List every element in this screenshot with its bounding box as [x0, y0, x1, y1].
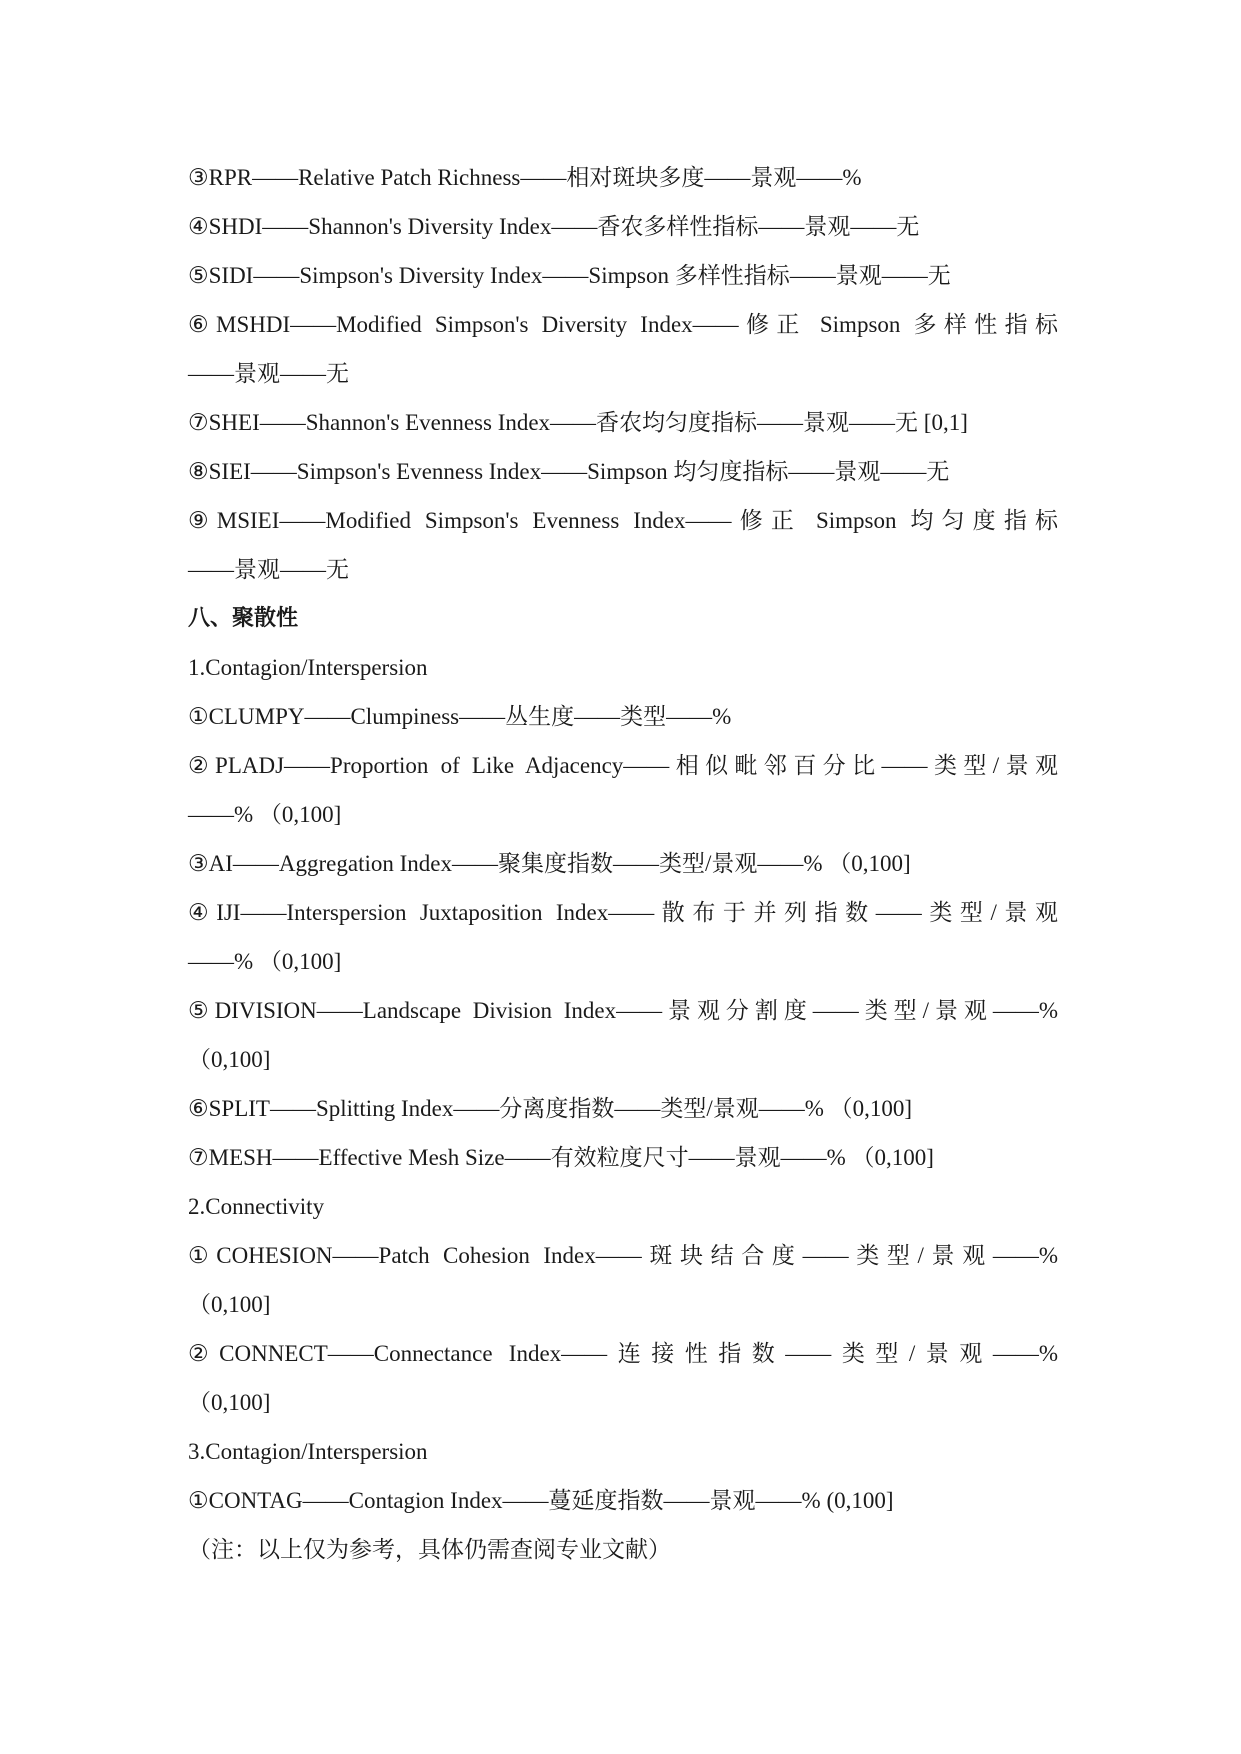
footnote-text: （注：以上仅为参考，具体仍需查阅专业文献）	[188, 1537, 671, 1562]
index-entry-line: ——% （0,100]	[188, 949, 342, 974]
subsection-heading: 1.Contagion/Interspersion	[188, 655, 428, 680]
index-entry-line: （0,100]	[188, 1047, 271, 1072]
index-entry-line: ⑤DIVISION——Landscape Division Index——景观分割度——类型/景观——%	[188, 998, 1058, 1023]
index-entry-line: ①COHESION——Patch Cohesion Index——斑块结合度——类型/景观——%	[188, 1243, 1058, 1268]
section-heading: 八、聚散性	[188, 606, 299, 631]
index-entry-line: （0,100]	[188, 1390, 271, 1415]
index-entry-line: ③RPR——Relative Patch Richness——相对斑块多度——景观——%	[188, 165, 862, 190]
index-entry-line: ⑤SIDI——Simpson's Diversity Index——Simpson 多样性指标——景观——无	[188, 263, 951, 288]
index-entry-line: （0,100]	[188, 1292, 271, 1317]
subsection-heading: 2.Connectivity	[188, 1194, 325, 1219]
subsection-heading: 3.Contagion/Interspersion	[188, 1439, 428, 1464]
index-entry-line: ——% （0,100]	[188, 802, 342, 827]
index-entry-line: ①CONTAG——Contagion Index——蔓延度指数——景观——% (0,100]	[188, 1488, 894, 1513]
index-entry-line: ⑧SIEI——Simpson's Evenness Index——Simpson 均匀度指标——景观——无	[188, 459, 950, 484]
index-entry-line: ⑥SPLIT——Splitting Index——分离度指数——类型/景观——% （0,100]	[188, 1096, 913, 1121]
index-entry-line: ①CLUMPY——Clumpiness——丛生度——类型——%	[188, 704, 732, 729]
index-entry-line: ——景观——无	[188, 557, 349, 582]
index-entry-line: ⑦SHEI——Shannon's Evenness Index——香农均匀度指标——景观——无 [0,1]	[188, 410, 968, 435]
index-entry-line: ②CONNECT——Connectance Index——连接性指数——类型/景观——%	[188, 1341, 1058, 1366]
index-entry-line: ④SHDI——Shannon's Diversity Index——香农多样性指标——景观——无	[188, 214, 920, 239]
index-entry-line: ④IJI——Interspersion Juxtaposition Index——散布于并列指数——类型/景观	[188, 900, 1058, 925]
index-entry-line: ③AI——Aggregation Index——聚集度指数——类型/景观——% （0,100]	[188, 851, 911, 876]
index-entry-line: ——景观——无	[188, 361, 349, 386]
document-body	[188, 153, 1058, 1574]
index-entry-line: ⑦MESH——Effective Mesh Size——有效粒度尺寸——景观——% （0,100]	[188, 1145, 934, 1170]
index-entry-line: ②PLADJ——Proportion of Like Adjacency——相似毗邻百分比——类型/景观	[188, 753, 1058, 778]
index-entry-line: ⑨MSIEI——Modified Simpson's Evenness Index——修正 Simpson 均匀度指标	[188, 508, 1058, 533]
index-entry-line: ⑥MSHDI——Modified Simpson's Diversity Index——修正 Simpson 多样性指标	[188, 312, 1058, 337]
